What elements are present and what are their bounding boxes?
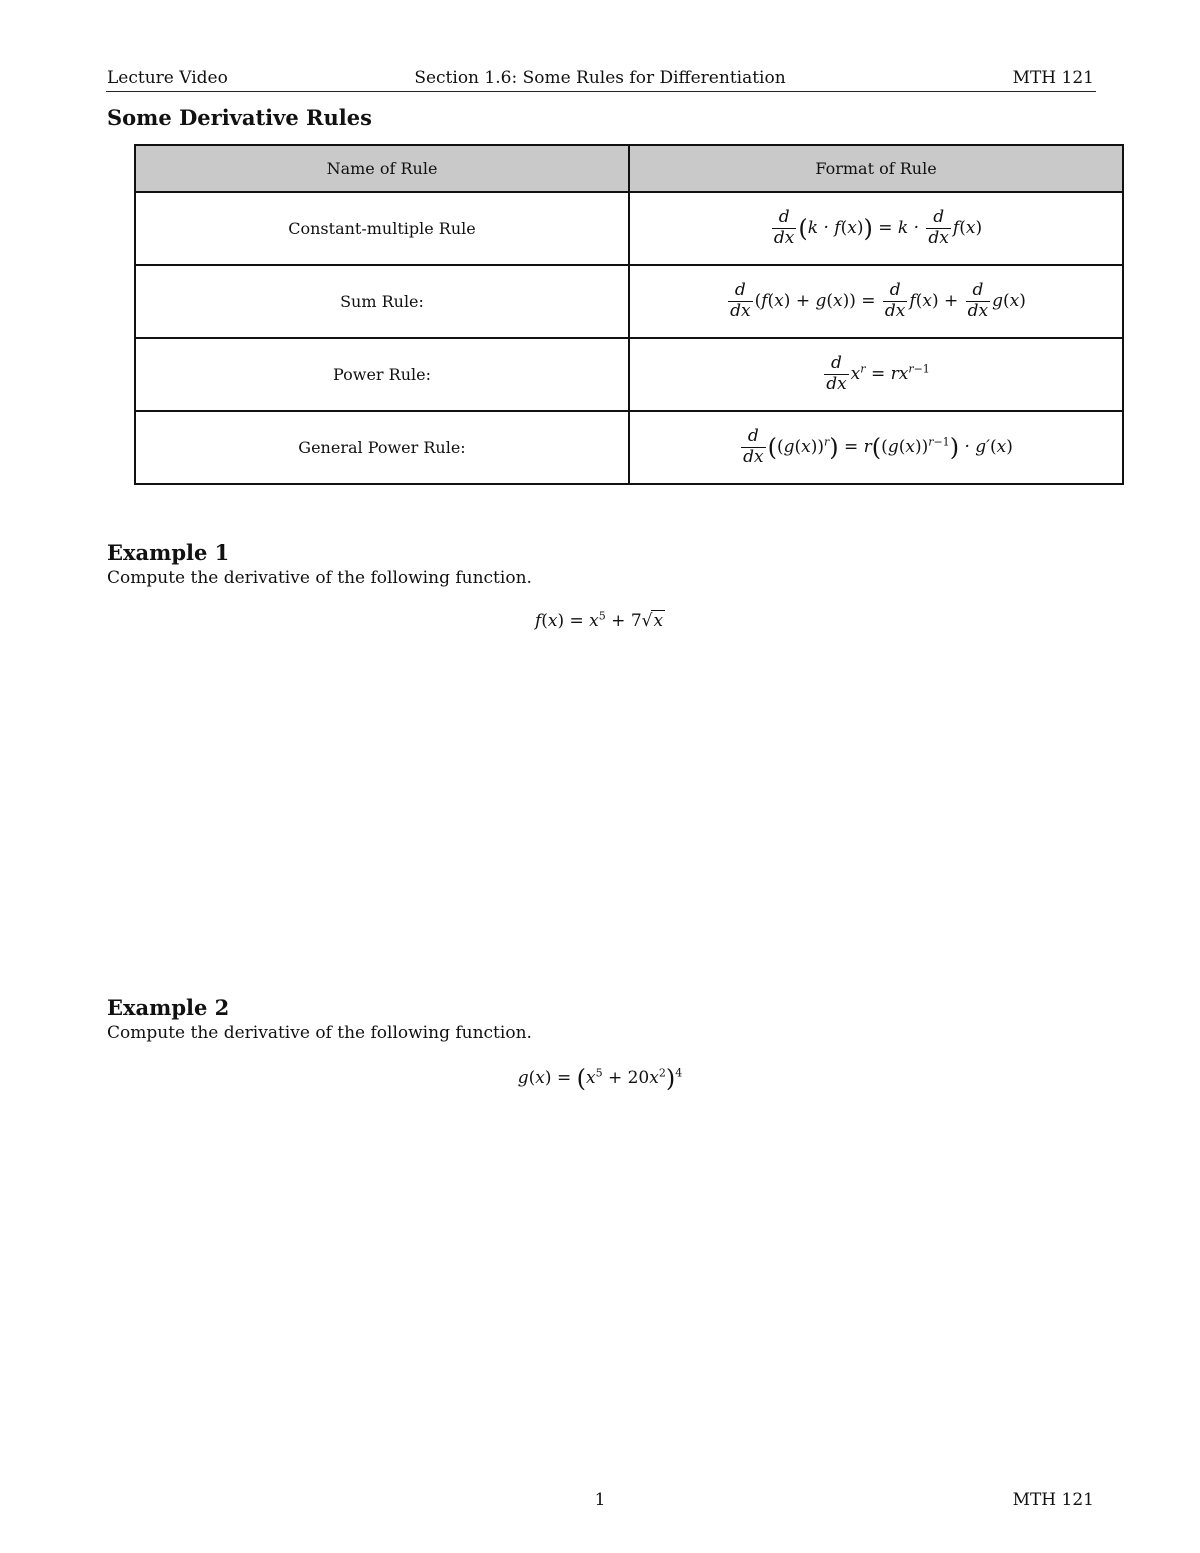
column-header-name: Name of Rule [135, 145, 629, 192]
rule-name: Constant-multiple Rule [135, 192, 629, 265]
header-rule [106, 91, 1096, 92]
example-2-title: Example 2 [107, 995, 230, 1020]
section-title: Some Derivative Rules [107, 105, 372, 130]
rules-table [134, 144, 1124, 485]
footer-course: MTH 121 [1012, 1490, 1094, 1510]
rule-formula: $\frac{d}{dx}$ (k · f(x)) = k · $\frac{d}{dx}$ f(x) [773, 207, 983, 248]
rule-format [629, 192, 1123, 265]
rule-formula: $\frac{d}{dx}$ $((g(x))^r) = r((g(x))^{r-1}) \cdot g'(x)$ [743, 426, 1013, 467]
rule-format [629, 265, 1123, 338]
table-header-row [135, 145, 1123, 192]
page-number: 1 [594, 1490, 606, 1510]
table-row [135, 411, 1123, 484]
rule-name: General Power Rule: [135, 411, 629, 484]
rule-name: Power Rule: [135, 338, 629, 411]
table-row [135, 192, 1123, 265]
example-2-formula: $g(x) = (x^5 + 20x^2)^4$ [517, 1064, 683, 1093]
column-header-format: Format of Rule [629, 145, 1123, 192]
rule-format [629, 411, 1123, 484]
example-2-text: Compute the derivative of the following function. [107, 1023, 532, 1043]
header-center: Section 1.6: Some Rules for Differentiation [414, 68, 786, 88]
rule-format [629, 338, 1123, 411]
example-1-formula: $f(x) = x^5 + 7√x$ [534, 609, 664, 631]
header-left: Lecture Video [107, 68, 228, 88]
example-1-text: Compute the derivative of the following function. [107, 568, 532, 588]
table-row [135, 265, 1123, 338]
table-row [135, 338, 1123, 411]
header-right: MTH 121 [1012, 68, 1094, 88]
rule-name: Sum Rule: [135, 265, 629, 338]
example-1-title: Example 1 [107, 540, 230, 565]
rule-formula: $\frac{d}{dx}$ (f(x) + g(x)) = $\frac{d}{dx}$ f(x) + $\frac{d}{dx}$ g(x) [730, 280, 1026, 321]
rule-formula: $\frac{d}{dx}$ $x^r = rx^{r-1}$ [826, 353, 930, 394]
